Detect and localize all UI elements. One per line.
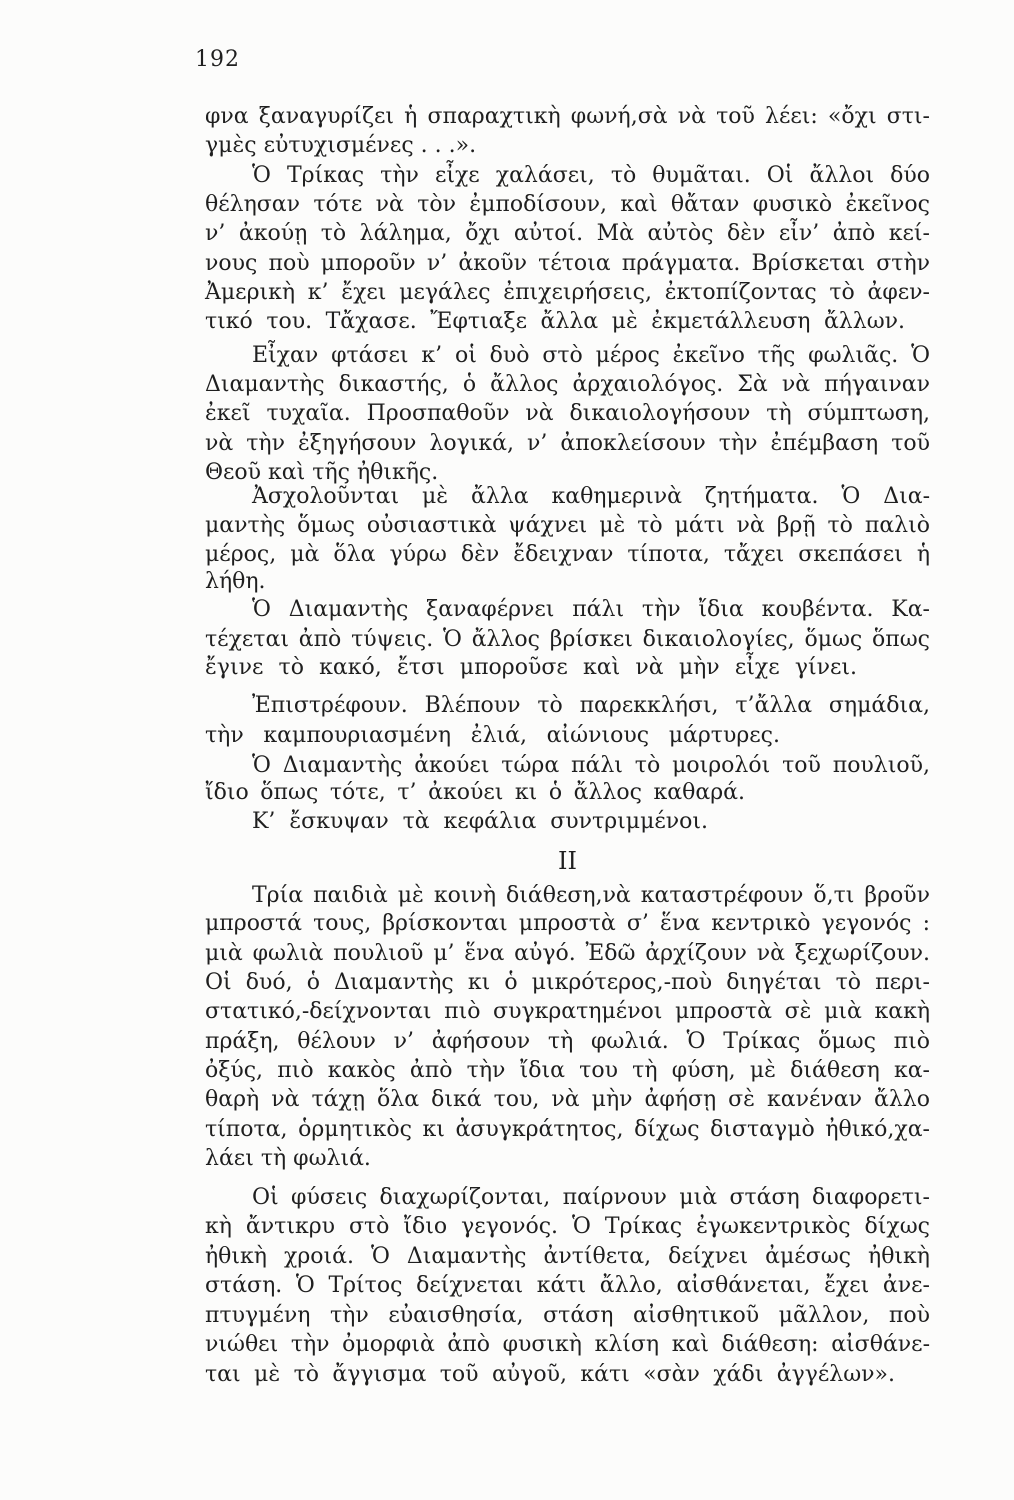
paragraph-start-line: Κ’ ἔσκυψαν τὰ κεφάλια συντριμμένοι. xyxy=(252,809,708,834)
text-line: θαρὴ νὰ τάχῃ ὅλα δικά του, νὰ μὴν ἀφήσῃ σὲ κανέναν ἄλλο xyxy=(205,1087,930,1112)
page-number: 192 xyxy=(195,47,240,72)
text-line: ν’ ἀκούῃ τὸ λάλημα, ὄχι αὐτοί. Μὰ αὐτὸς δὲν εἶν’ ἀπὸ κεί- xyxy=(205,221,930,246)
text-line: τέχεται ἀπὸ τύψεις. Ὁ ἄλλος βρίσκει δικαιολογίες, ὅμως ὅπως xyxy=(205,627,930,652)
text-line: ἠθικὴ χροιά. Ὁ Διαμαντὴς ἀντίθετα, δείχνει ἀμέσως ἠθικὴ xyxy=(205,1244,930,1269)
text-line: μιὰ φωλιὰ πουλιοῦ μ’ ἕνα αὐγό. Ἐδῶ ἀρχίζουν νὰ ξεχωρίζουν. xyxy=(205,941,930,966)
text-line: Οἱ δυό, ὁ Διαμαντὴς κι ὁ μικρότερος,-ποὺ διηγέται τὸ περι- xyxy=(205,970,930,995)
text-line: στατικό,-δείχνονται πιὸ συγκρατημένοι μπροστὰ σὲ μιὰ κακὴ xyxy=(205,999,930,1024)
text-line: πτυγμένη τὴν εὐαισθησία, στάση αἰσθητικοῦ μᾶλλον, ποὺ xyxy=(205,1303,930,1328)
text-line: τικό του. Τἄχασε. Ἔφτιαξε ἄλλα μὲ ἐκμετάλλευση ἄλλων. xyxy=(205,309,905,334)
text-line: στάση. Ὁ Τρίτος δείχνεται κάτι ἄλλο, αἰσθάνεται, ἔχει ἀνε- xyxy=(205,1273,930,1298)
paragraph-start-line: Εἶχαν φτάσει κ’ οἱ δυὸ στὸ μέρος ἐκεῖνο τῆς φωλιᾶς. Ὁ xyxy=(252,343,930,368)
paragraph-start-line: Ὁ Τρίκας τὴν εἶχε χαλάσει, τὸ θυμᾶται. Οἱ ἄλλοι δύο xyxy=(252,163,930,188)
text-line: θέλησαν τότε νὰ τὸν ἐμποδίσουν, καὶ θἄταν φυσικὸ ἐκεῖνος xyxy=(205,192,930,217)
text-line: ἐκεῖ τυχαῖα. Προσπαθοῦν νὰ δικαιολογήσουν τὴ σύμπτωση, xyxy=(205,401,930,426)
text-line: μαντὴς ὅμως οὐσιαστικὰ ψάχνει μὲ τὸ μάτι νὰ βρῇ τὸ παλιὸ xyxy=(205,513,930,538)
text-line: νους ποὺ μποροῦν ν’ ἀκοῦν τέτοια πράγματα. Βρίσκεται στὴν xyxy=(205,251,930,276)
text-line: γμὲς εὐτυχισμένες . . .». xyxy=(205,133,477,158)
paragraph-start-line: Ἀσχολοῦνται μὲ ἄλλα καθημερινὰ ζητήματα. Ὁ Δια- xyxy=(252,484,930,509)
paragraph-start-line: Οἱ φύσεις διαχωρίζονται, παίρνουν μιὰ στάση διαφορετι- xyxy=(252,1185,930,1210)
text-line: Ἀμερικὴ κ’ ἔχει μεγάλες ἐπιχειρήσεις, ἐκτοπίζοντας τὸ ἀφεν- xyxy=(205,280,930,305)
text-line: νιώθει τὴν ὀμορφιὰ ἀπὸ φυσικὴ κλίση καὶ διάθεση: αἰσθάνε- xyxy=(205,1332,930,1357)
text-line: μπροστά τους, βρίσκονται μπροστὰ σ’ ἕνα κεντρικὸ γεγονός : xyxy=(205,911,930,936)
text-line: φνα ξαναγυρίζει ἡ σπαραχτικὴ φωνή,σὰ νὰ τοῦ λέει: «ὄχι στι- xyxy=(205,104,930,129)
paragraph-start-line: Ὁ Διαμαντὴς ἀκούει τώρα πάλι τὸ μοιρολόι τοῦ πουλιοῦ, xyxy=(252,753,930,778)
paragraph-start-line: Τρία παιδιὰ μὲ κοινὴ διάθεση,νὰ καταστρέφουν ὅ,τι βροῦν xyxy=(252,883,930,908)
text-line: Θεοῦ καὶ τῆς ἠθικῆς. xyxy=(205,460,439,485)
text-line: λάει τὴ φωλιά. xyxy=(205,1146,371,1171)
text-line: νὰ τὴν ἐξηγήσουν λογικά, ν’ ἀποκλείσουν τὴν ἐπέμβαση τοῦ xyxy=(205,431,930,456)
text-line: τίποτα, ὁρμητικὸς κι ἀσυγκράτητος, δίχως δισταγμὸ ἠθικό,χα- xyxy=(205,1117,930,1142)
text-line: ται μὲ τὸ ἄγγισμα τοῦ αὐγοῦ, κάτι «σὰν χάδι ἀγγέλων». xyxy=(205,1362,895,1387)
text-line: κὴ ἄντικρυ στὸ ἴδιο γεγονός. Ὁ Τρίκας ἐγωκεντρικὸς δίχως xyxy=(205,1214,930,1239)
text-line: ἴδιο ὅπως τότε, τ’ ἀκούει κι ὁ ἄλλος καθαρά. xyxy=(205,780,745,805)
text-line: ἔγινε τὸ κακό, ἔτσι μποροῦσε καὶ νὰ μὴν εἶχε γίνει. xyxy=(205,655,857,680)
paragraph-start-line: Ὁ Διαμαντὴς ξαναφέρνει πάλι τὴν ἴδια κουβέντα. Κα- xyxy=(252,597,930,622)
text-line: λήθη. xyxy=(205,569,266,594)
text-line: ὀξύς, πιὸ κακὸς ἀπὸ τὴν ἴδια του τὴ φύση, μὲ διάθεση κα- xyxy=(205,1058,930,1083)
text-line: μέρος, μὰ ὅλα γύρω δὲν ἔδειχναν τίποτα, τἄχει σκεπάσει ἡ xyxy=(205,542,930,567)
section-heading: II xyxy=(558,847,577,875)
text-line: τὴν καμπουριασμένη ἐλιά, αἰώνιους μάρτυρες. xyxy=(205,723,780,748)
text-line: πράξη, θέλουν ν’ ἀφήσουν τὴ φωλιά. Ὁ Τρίκας ὅμως πιὸ xyxy=(205,1029,930,1054)
text-line: Διαμαντὴς δικαστής, ὁ ἄλλος ἀρχαιολόγος. Σὰ νὰ πήγαιναν xyxy=(205,372,930,397)
paragraph-start-line: Ἐπιστρέφουν. Βλέπουν τὸ παρεκκλήσι, τ’ἄλλα σημάδια, xyxy=(252,693,930,718)
